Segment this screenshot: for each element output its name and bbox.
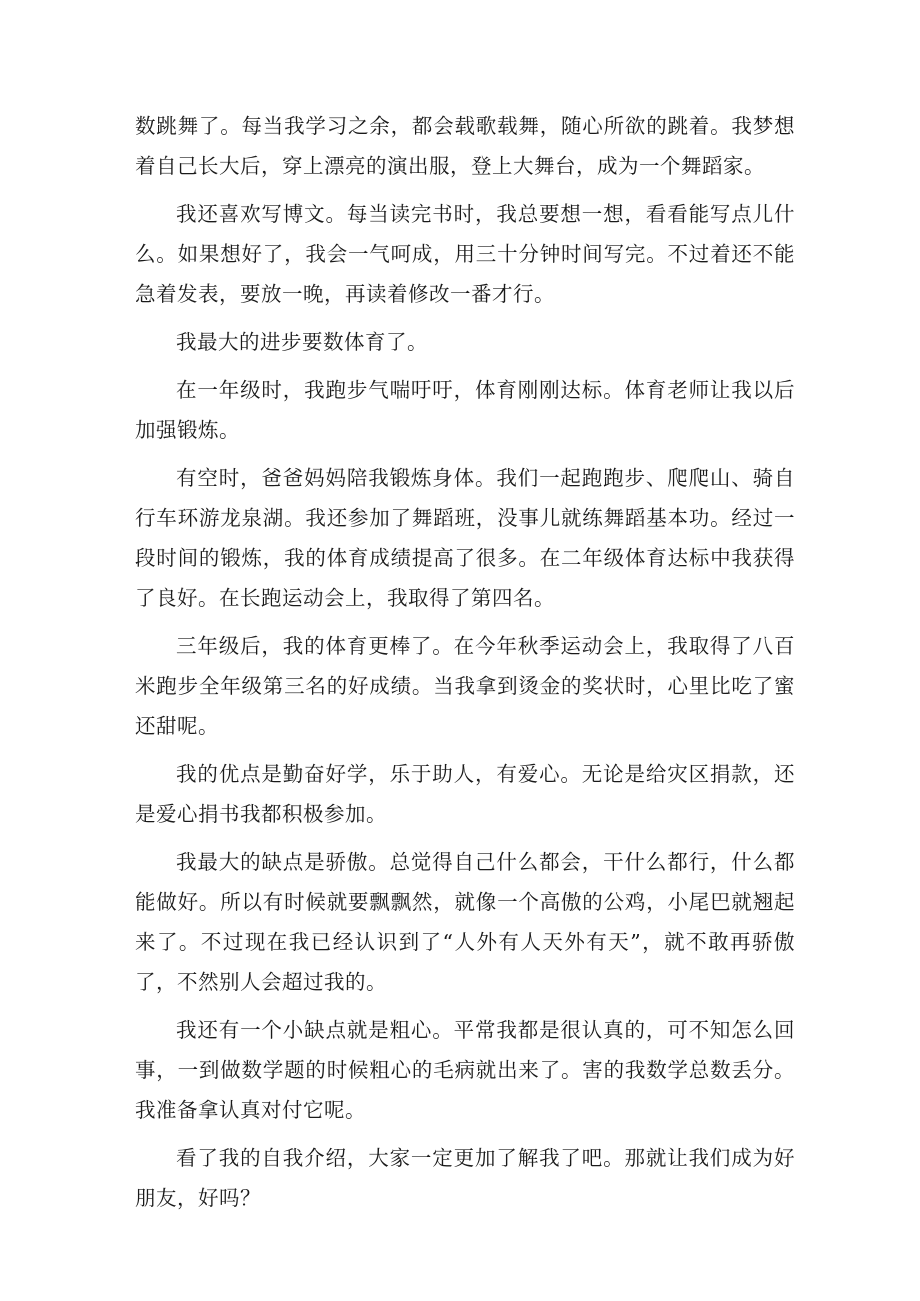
paragraph: 我的优点是勤奋好学，乐于助人，有爱心。无论是给灾区捐款，还是爱心捐书我都积极参加。 bbox=[135, 762, 795, 826]
paragraph-continuation: 数跳舞了。每当我学习之余，都会载歌载舞，随心所欲的跳着。我梦想着自己长大后，穿上漂亮的演出服，登上大舞台，成为一个舞蹈家。 bbox=[135, 114, 795, 178]
paragraph: 我最大的缺点是骄傲。总觉得自己什么都会，干什么都行，什么都能做好。所以有时候就要飘飘然，就像一个高傲的公鸡，小尾巴就翘起来了。不过现在我已经认识到了“人外有人天外有天”，就不敢再骄傲了，不然别人会超过我的。 bbox=[135, 850, 795, 994]
document-body bbox=[135, 106, 795, 1226]
paragraph: 我还喜欢写博文。每当读完书时，我总要想一想，看看能写点儿什么。如果想好了，我会一气呵成，用三十分钟时间写完。不过着还不能急着发表，要放一晚，再读着修改一番才行。 bbox=[135, 202, 795, 306]
paragraph: 三年级后，我的体育更棒了。在今年秋季运动会上，我取得了八百米跑步全年级第三名的好成绩。当我拿到烫金的奖状时，心里比吃了蜜还甜呢。 bbox=[135, 634, 795, 738]
paragraph: 看了我的自我介绍，大家一定更加了解我了吧。那就让我们成为好朋友，好吗？ bbox=[135, 1146, 795, 1210]
paragraph: 我最大的进步要数体育了。 bbox=[176, 330, 428, 354]
paragraph: 我还有一个小缺点就是粗心。平常我都是很认真的，可不知怎么回事，一到做数学题的时候粗心的毛病就出来了。害的我数学总数丢分。我准备拿认真对付它呢。 bbox=[135, 1018, 795, 1122]
paragraph: 在一年级时，我跑步气喘吁吁，体育刚刚达标。体育老师让我以后加强锻炼。 bbox=[135, 378, 795, 442]
paragraph: 有空时，爸爸妈妈陪我锻炼身体。我们一起跑跑步、爬爬山、骑自行车环游龙泉湖。我还参加了舞蹈班，没事儿就练舞蹈基本功。经过一段时间的锻炼，我的体育成绩提高了很多。在二年级体育达标中我获得了良好。在长跑运动会上，我取得了第四名。 bbox=[135, 466, 795, 610]
